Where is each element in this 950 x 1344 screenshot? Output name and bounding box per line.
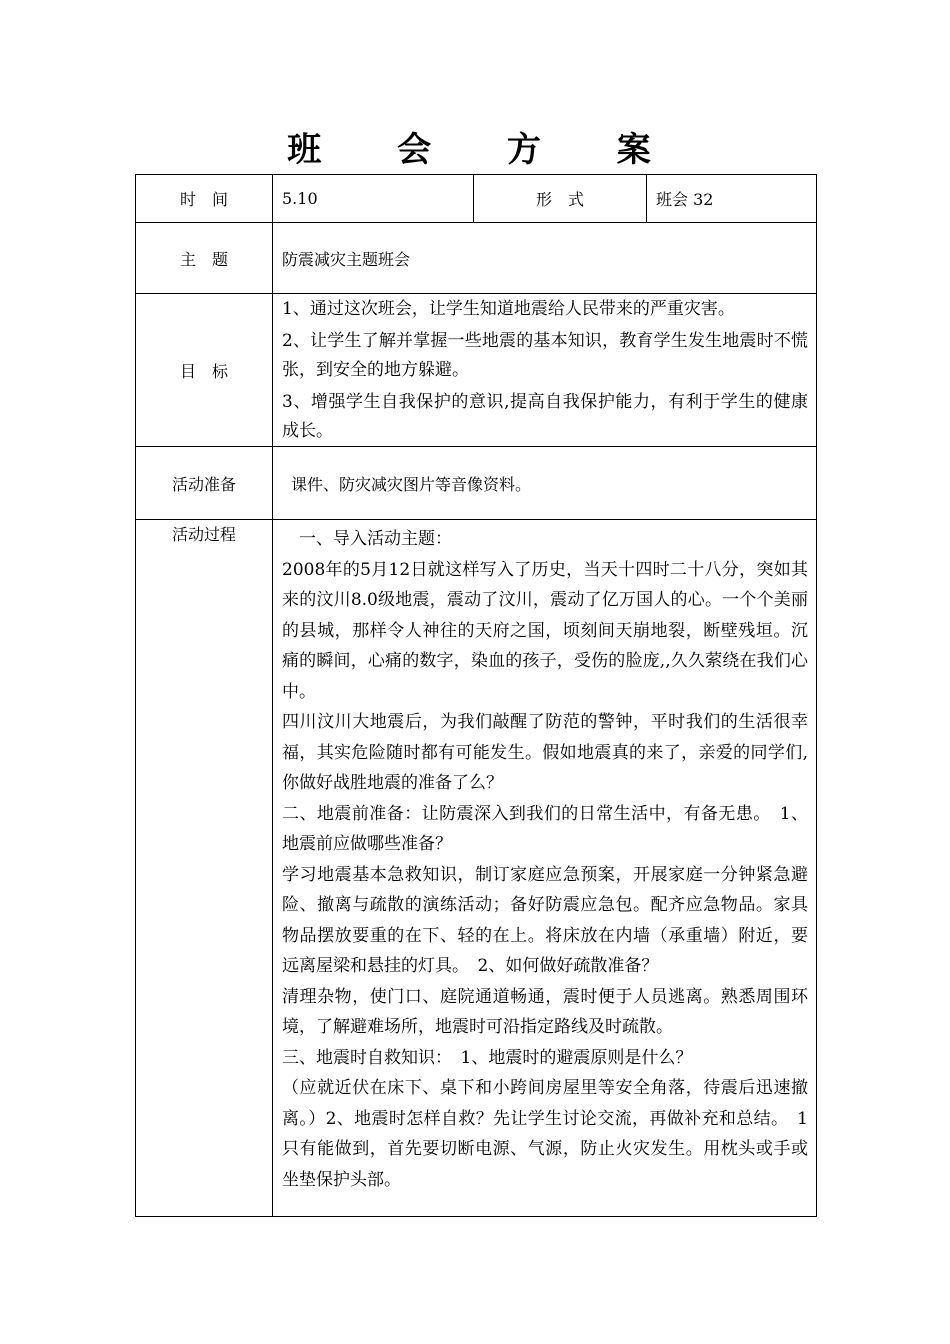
process-paragraph: （应就近伏在床下、桌下和小跨间房屋里等安全角落，待震后迅速撤离。）2、地震时怎样自救？先让学生讨论交流，再做补充和总结。 1只有能做到，首先要切断电源、气源，防止火灾发生。用枕头或手或坐垫保护头部。 xyxy=(282,1078,808,1190)
process-paragraph: 清理杂物，使门口、庭院通道畅通，震时便于人员逃离。熟悉周围环境，了解避难场所，地震时可沿指定路线及时疏散。 xyxy=(282,986,808,1037)
time-value: 5.10 xyxy=(273,175,474,223)
process-paragraph: 一、导入活动主题： xyxy=(282,529,452,549)
prep-row xyxy=(136,447,817,520)
form-value: 班会 32 xyxy=(647,175,817,223)
goal-item: 2、让学生了解并掌握一些地震的基本知识，教育学生发生地震时不慌张，到安全的地方躲避。 xyxy=(282,330,808,380)
goal-row xyxy=(136,294,817,447)
goal-label: 目 标 xyxy=(136,294,273,447)
topic-label: 主 题 xyxy=(136,223,273,294)
class-meeting-plan-table xyxy=(135,174,817,1217)
goal-item: 3、增强学生自我保护的意识,提高自我保护能力，有利于学生的健康成长。 xyxy=(282,391,808,441)
goal-list xyxy=(273,294,817,447)
process-paragraph: 学习地震基本急救知识，制订家庭应急预案，开展家庭一分钟紧急避险、撤离与疏散的演练活动；备好防震应急包。配齐应急物品。家具物品摆放要重的在下、轻的在上。将床放在内墙（承重墙）附近，要远离屋梁和悬挂的灯具。 2、如何做好疏散准备？ xyxy=(282,864,808,976)
time-label: 时 间 xyxy=(136,175,273,223)
topic-value: 防震减灾主题班会 xyxy=(273,223,817,294)
page-title: 班 会 方 案 xyxy=(287,130,683,170)
process-label: 活动过程 xyxy=(136,520,273,1217)
process-row xyxy=(136,520,817,1217)
prep-label: 活动准备 xyxy=(136,447,273,520)
prep-value: 课件、防灾减灾图片等音像资料。 xyxy=(273,447,817,520)
process-paragraph: 二、地震前准备：让防震深入到我们的日常生活中，有备无患。 1、地震前应做哪些准备？ xyxy=(282,803,808,854)
process-content xyxy=(273,520,817,1217)
process-paragraph: 四川汶川大地震后，为我们敲醒了防范的警钟，平时我们的生活很幸福，其实危险随时都有可能发生。假如地震真的来了，亲爱的同学们,你做好战胜地震的准备了么？ xyxy=(282,712,808,793)
process-paragraph: 三、地震时自救知识： 1、地震时的避震原则是什么？ xyxy=(282,1047,693,1068)
time-form-row xyxy=(136,175,817,223)
process-paragraph: 2008年的5月12日就这样写入了历史，当天十四时二十八分，突如其来的汶川8.0级地震，震动了汶川，震动了亿万国人的心。一个个美丽的县城，那样令人神往的天府之国，顷刻间天崩地裂，断壁残垣。沉痛的瞬间，心痛的数字，染血的孩子，受伤的脸庞,,久久萦绕在我们心中。 xyxy=(282,559,808,702)
topic-row xyxy=(136,223,817,294)
form-label: 形 式 xyxy=(474,175,647,223)
goal-item: 1、通过这次班会，让学生知道地震给人民带来的严重灾害。 xyxy=(282,298,735,319)
